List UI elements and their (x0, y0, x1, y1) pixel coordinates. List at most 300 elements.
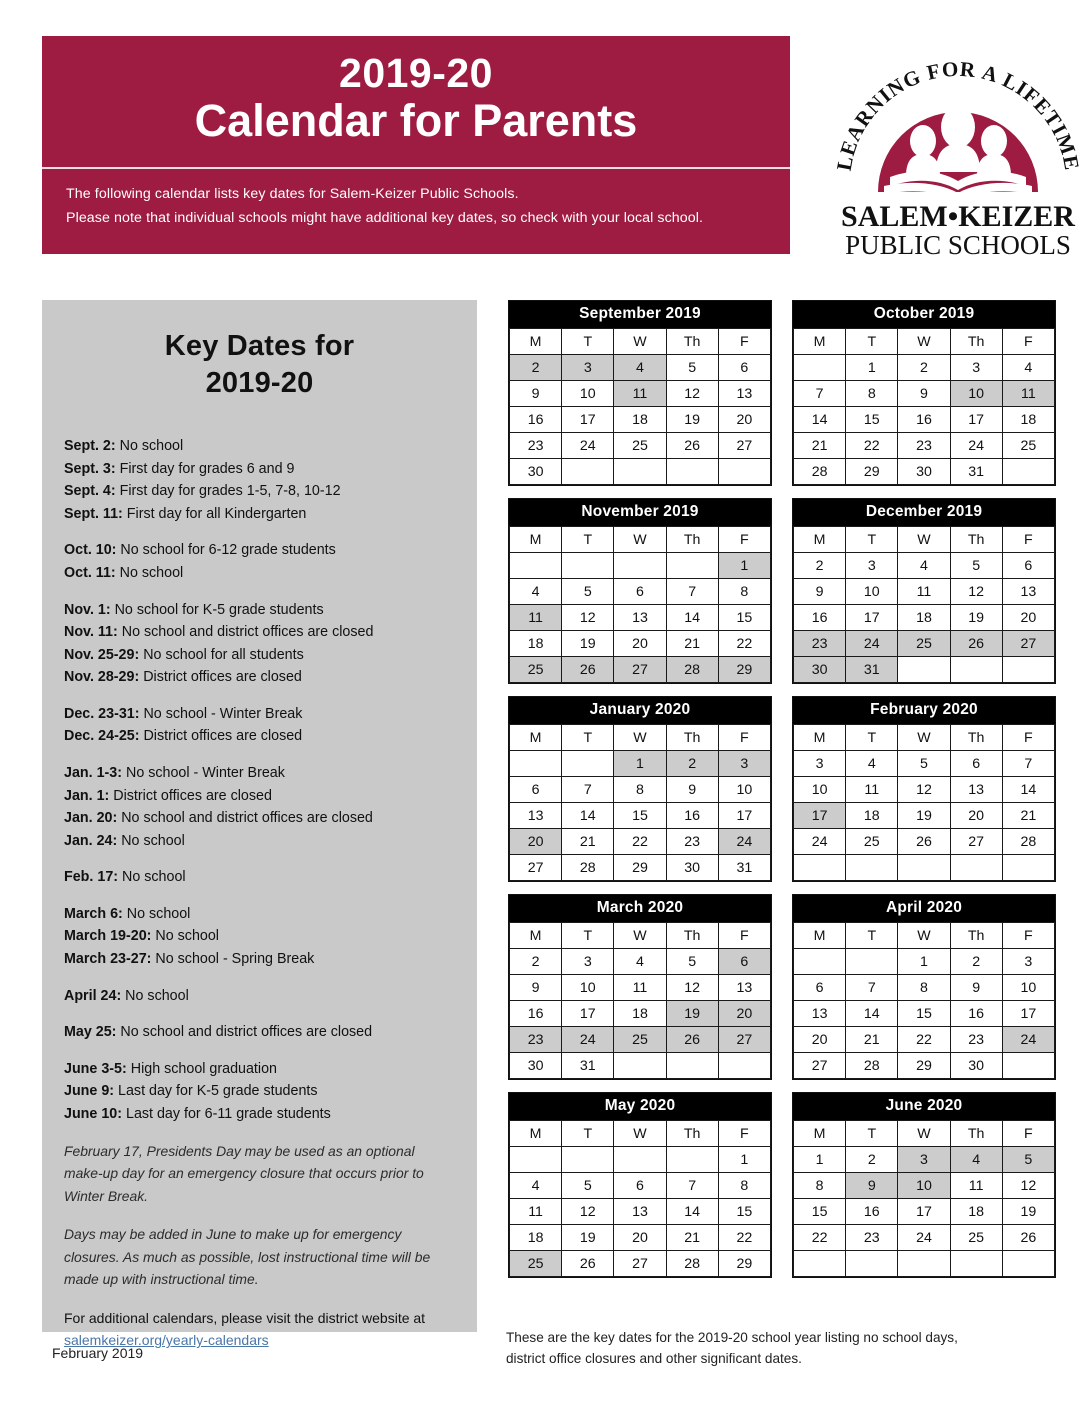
calendar-day[interactable]: 26 (562, 1251, 614, 1277)
calendar-day[interactable]: 9 (846, 1173, 898, 1199)
calendar-day[interactable]: 26 (1002, 1225, 1054, 1251)
calendar-day[interactable]: 27 (510, 855, 562, 881)
calendar-day[interactable]: 21 (666, 631, 718, 657)
calendar-day[interactable]: 6 (614, 579, 666, 605)
calendar-day-empty (950, 1251, 1002, 1277)
calendar-week-row (794, 829, 1055, 855)
calendar-day[interactable]: 2 (846, 1147, 898, 1173)
key-date-entry (64, 539, 455, 562)
calendar-day[interactable]: 3 (950, 355, 1002, 381)
month-calendar (508, 498, 772, 684)
calendar-day[interactable]: 25 (510, 1251, 562, 1277)
calendar-week-row (510, 949, 771, 975)
calendar-week-row (510, 459, 771, 485)
calendar-day[interactable]: 10 (718, 777, 770, 803)
weekday-header: M (510, 527, 562, 553)
calendar-day[interactable]: 22 (794, 1225, 846, 1251)
calendar-day[interactable]: 2 (950, 949, 1002, 975)
calendar-week-row (510, 355, 771, 381)
calendar-day[interactable]: 26 (666, 1027, 718, 1053)
calendar-day[interactable]: 1 (718, 1147, 770, 1173)
calendar-day[interactable]: 6 (718, 949, 770, 975)
calendar-day[interactable]: 30 (510, 1053, 562, 1079)
calendar-day[interactable]: 2 (666, 751, 718, 777)
calendar-day[interactable]: 19 (950, 605, 1002, 631)
calendar-day-empty (950, 855, 1002, 881)
key-date-description: District offices are closed (139, 669, 302, 686)
calendar-day[interactable]: 6 (1002, 553, 1054, 579)
calendar-day[interactable]: 23 (510, 1027, 562, 1053)
calendar-day[interactable]: 17 (950, 407, 1002, 433)
calendar-day[interactable]: 3 (794, 751, 846, 777)
month-grid (793, 328, 1055, 485)
month-grid (793, 526, 1055, 683)
month-title: May 2020 (509, 1093, 771, 1120)
weekday-header-row (794, 329, 1055, 355)
calendar-day[interactable]: 9 (510, 381, 562, 407)
calendar-day[interactable]: 13 (718, 381, 770, 407)
calendar-day[interactable]: 7 (1002, 751, 1054, 777)
calendar-day[interactable]: 16 (510, 407, 562, 433)
calendar-day[interactable]: 12 (1002, 1173, 1054, 1199)
key-date-description: District offices are closed (109, 787, 272, 804)
calendar-day[interactable]: 11 (846, 777, 898, 803)
calendar-day[interactable]: 14 (562, 803, 614, 829)
calendar-day[interactable]: 24 (1002, 1027, 1054, 1053)
calendar-day[interactable]: 30 (666, 855, 718, 881)
calendar-day[interactable]: 20 (794, 1027, 846, 1053)
calendar-day[interactable]: 31 (846, 657, 898, 683)
weekday-header: W (614, 1121, 666, 1147)
calendar-day[interactable]: 8 (794, 1173, 846, 1199)
calendar-day[interactable]: 15 (718, 605, 770, 631)
calendar-day[interactable]: 16 (846, 1199, 898, 1225)
calendar-day[interactable]: 4 (846, 751, 898, 777)
calendar-day[interactable]: 16 (950, 1001, 1002, 1027)
calendar-day[interactable]: 5 (666, 355, 718, 381)
calendar-day[interactable]: 12 (562, 605, 614, 631)
calendar-week-row (794, 1225, 1055, 1251)
calendar-day[interactable]: 15 (898, 1001, 950, 1027)
calendar-day-empty (950, 657, 1002, 683)
calendar-day[interactable]: 12 (562, 1199, 614, 1225)
calendar-day[interactable]: 2 (510, 949, 562, 975)
calendar-week-row (794, 803, 1055, 829)
calendar-day[interactable]: 25 (898, 631, 950, 657)
calendar-day[interactable]: 4 (1002, 355, 1054, 381)
calendar-day[interactable]: 10 (562, 381, 614, 407)
calendar-day[interactable]: 19 (898, 803, 950, 829)
calendar-day[interactable]: 10 (1002, 975, 1054, 1001)
calendar-day-empty (898, 1251, 950, 1277)
calendar-day[interactable]: 4 (510, 579, 562, 605)
calendar-day[interactable]: 27 (718, 433, 770, 459)
calendar-day[interactable]: 3 (562, 355, 614, 381)
calendar-day[interactable]: 24 (562, 433, 614, 459)
calendar-day[interactable]: 10 (898, 1173, 950, 1199)
calendar-day[interactable]: 20 (614, 631, 666, 657)
calendar-day[interactable]: 26 (562, 657, 614, 683)
calendar-day[interactable]: 22 (846, 433, 898, 459)
key-date-entry (64, 503, 455, 526)
calendar-day[interactable]: 4 (614, 949, 666, 975)
calendar-day[interactable]: 30 (794, 657, 846, 683)
calendar-day[interactable]: 13 (614, 1199, 666, 1225)
calendar-day[interactable]: 5 (1002, 1147, 1054, 1173)
calendar-day[interactable]: 8 (614, 777, 666, 803)
calendar-day[interactable]: 17 (846, 605, 898, 631)
calendar-day[interactable]: 6 (718, 355, 770, 381)
calendar-day[interactable]: 18 (510, 1225, 562, 1251)
calendar-day[interactable]: 9 (794, 579, 846, 605)
weekday-header: T (846, 923, 898, 949)
key-date-label: Sept. 4: (64, 483, 116, 500)
key-date-entry (64, 1103, 455, 1126)
calendar-day[interactable]: 22 (718, 631, 770, 657)
calendar-day[interactable]: 12 (666, 381, 718, 407)
key-dates-title-line2: 2019-20 (205, 366, 314, 399)
calendar-day[interactable]: 8 (898, 975, 950, 1001)
calendar-day[interactable]: 22 (718, 1225, 770, 1251)
calendar-row (508, 498, 1056, 684)
calendar-day[interactable]: 28 (846, 1053, 898, 1079)
weekday-header: T (846, 1121, 898, 1147)
calendar-day[interactable]: 12 (666, 975, 718, 1001)
month-grid (509, 724, 771, 881)
calendar-day[interactable]: 24 (718, 829, 770, 855)
calendar-day[interactable]: 25 (846, 829, 898, 855)
calendar-day[interactable]: 11 (510, 1199, 562, 1225)
calendar-day[interactable]: 21 (562, 829, 614, 855)
calendar-day[interactable]: 7 (794, 381, 846, 407)
calendar-row (508, 894, 1056, 1080)
calendar-day-empty (846, 1251, 898, 1277)
weekday-header: W (898, 329, 950, 355)
calendar-day[interactable]: 28 (562, 855, 614, 881)
calendar-day[interactable]: 14 (666, 605, 718, 631)
calendar-day-empty (614, 1147, 666, 1173)
calendar-day[interactable]: 17 (562, 407, 614, 433)
calendar-day[interactable]: 17 (718, 803, 770, 829)
calendar-day[interactable]: 13 (1002, 579, 1054, 605)
calendar-day[interactable]: 5 (562, 579, 614, 605)
calendar-day[interactable]: 14 (1002, 777, 1054, 803)
key-date-label: March 6: (64, 905, 123, 922)
calendar-day[interactable]: 29 (898, 1053, 950, 1079)
weekday-header: F (1002, 329, 1054, 355)
calendar-day[interactable]: 20 (1002, 605, 1054, 631)
calendar-day[interactable]: 2 (898, 355, 950, 381)
weekday-header: T (562, 1121, 614, 1147)
calendar-day[interactable]: 24 (794, 829, 846, 855)
calendar-day[interactable]: 31 (950, 459, 1002, 485)
calendar-day[interactable]: 4 (614, 355, 666, 381)
key-date-entry (64, 599, 455, 622)
key-date-label: Sept. 3: (64, 460, 116, 477)
calendar-day-empty (510, 751, 562, 777)
calendar-week-row (794, 355, 1055, 381)
weekday-header: T (562, 329, 614, 355)
calendar-day[interactable]: 7 (666, 1173, 718, 1199)
calendar-week-row (794, 553, 1055, 579)
calendar-day[interactable]: 24 (846, 631, 898, 657)
calendar-day[interactable]: 11 (614, 975, 666, 1001)
calendar-day[interactable]: 18 (846, 803, 898, 829)
calendar-day[interactable]: 8 (718, 1173, 770, 1199)
calendar-day[interactable]: 13 (950, 777, 1002, 803)
calendar-day[interactable]: 28 (666, 1251, 718, 1277)
calendar-day[interactable]: 21 (1002, 803, 1054, 829)
calendar-day[interactable]: 29 (718, 1251, 770, 1277)
calendar-day[interactable]: 24 (562, 1027, 614, 1053)
weekday-header: M (510, 1121, 562, 1147)
month-grid (793, 724, 1055, 881)
key-date-description: First day for grades 6 and 9 (115, 460, 295, 477)
calendar-week-row (794, 433, 1055, 459)
calendar-day[interactable]: 31 (718, 855, 770, 881)
calendar-day[interactable]: 20 (614, 1225, 666, 1251)
calendar-day[interactable]: 1 (794, 1147, 846, 1173)
calendar-day[interactable]: 21 (794, 433, 846, 459)
calendar-day[interactable]: 9 (666, 777, 718, 803)
calendar-day[interactable]: 20 (950, 803, 1002, 829)
calendar-week-row (794, 1001, 1055, 1027)
calendar-day[interactable]: 2 (794, 553, 846, 579)
calendar-day[interactable]: 29 (718, 657, 770, 683)
calendar-day[interactable]: 30 (510, 459, 562, 485)
calendar-day[interactable]: 9 (898, 381, 950, 407)
calendar-day[interactable]: 11 (510, 605, 562, 631)
calendar-day[interactable]: 2 (510, 355, 562, 381)
calendar-day[interactable]: 5 (666, 949, 718, 975)
key-date-label: June 3-5: (64, 1060, 127, 1077)
calendar-day[interactable]: 5 (950, 553, 1002, 579)
calendar-day-empty (1002, 1251, 1054, 1277)
calendar-day[interactable]: 3 (718, 751, 770, 777)
calendar-week-row (510, 1001, 771, 1027)
calendar-day[interactable]: 18 (898, 605, 950, 631)
calendar-day[interactable]: 20 (718, 407, 770, 433)
calendar-day[interactable]: 6 (950, 751, 1002, 777)
calendar-day[interactable]: 18 (510, 631, 562, 657)
calendar-day[interactable]: 23 (950, 1027, 1002, 1053)
calendar-day-empty (510, 553, 562, 579)
key-date-description: No school (115, 438, 184, 455)
calendar-day[interactable]: 7 (666, 579, 718, 605)
calendar-day[interactable]: 26 (666, 433, 718, 459)
calendar-day[interactable]: 7 (562, 777, 614, 803)
calendar-day[interactable]: 6 (510, 777, 562, 803)
calendar-day[interactable]: 16 (794, 605, 846, 631)
calendar-day[interactable]: 19 (666, 407, 718, 433)
calendar-day[interactable]: 27 (718, 1027, 770, 1053)
key-date-entry (64, 948, 455, 971)
calendar-day[interactable]: 9 (950, 975, 1002, 1001)
calendar-day[interactable]: 11 (950, 1173, 1002, 1199)
key-date-label: Dec. 23-31: (64, 705, 140, 722)
calendar-day[interactable]: 30 (898, 459, 950, 485)
calendar-day[interactable]: 31 (562, 1053, 614, 1079)
calendar-day[interactable]: 27 (950, 829, 1002, 855)
calendar-day[interactable]: 5 (898, 751, 950, 777)
calendar-day[interactable]: 25 (614, 433, 666, 459)
key-date-label: June 10: (64, 1105, 123, 1122)
calendar-day[interactable]: 25 (510, 657, 562, 683)
calendar-day[interactable]: 25 (1002, 433, 1054, 459)
calendar-day[interactable]: 4 (950, 1147, 1002, 1173)
calendar-day[interactable]: 16 (510, 1001, 562, 1027)
calendar-day[interactable]: 22 (898, 1027, 950, 1053)
calendar-day[interactable]: 25 (950, 1225, 1002, 1251)
calendar-day[interactable]: 6 (614, 1173, 666, 1199)
calendar-day[interactable]: 3 (562, 949, 614, 975)
calendar-day[interactable]: 12 (898, 777, 950, 803)
calendar-day[interactable]: 12 (950, 579, 1002, 605)
key-date-label: Nov. 1: (64, 601, 111, 618)
calendar-day[interactable]: 3 (898, 1147, 950, 1173)
calendar-day[interactable]: 18 (614, 1001, 666, 1027)
calendar-day[interactable]: 24 (898, 1225, 950, 1251)
weekday-header: M (510, 329, 562, 355)
calendar-day[interactable]: 11 (1002, 381, 1054, 407)
key-date-label: Nov. 11: (64, 624, 118, 641)
calendar-day[interactable]: 1 (614, 751, 666, 777)
calendar-day[interactable]: 20 (718, 1001, 770, 1027)
calendar-day[interactable]: 19 (562, 1225, 614, 1251)
calendar-day[interactable]: 1 (898, 949, 950, 975)
calendar-day[interactable]: 14 (846, 1001, 898, 1027)
district-logo (832, 34, 1084, 262)
calendar-day[interactable]: 10 (562, 975, 614, 1001)
calendar-day[interactable]: 14 (794, 407, 846, 433)
calendar-day-empty (614, 459, 666, 485)
calendar-day[interactable]: 5 (562, 1173, 614, 1199)
calendar-day[interactable]: 3 (1002, 949, 1054, 975)
calendar-day[interactable]: 27 (794, 1053, 846, 1079)
calendar-day[interactable]: 17 (562, 1001, 614, 1027)
calendar-day[interactable]: 16 (898, 407, 950, 433)
calendar-day[interactable]: 23 (794, 631, 846, 657)
calendar-day[interactable]: 19 (1002, 1199, 1054, 1225)
weekday-header: T (846, 329, 898, 355)
calendar-day[interactable]: 21 (666, 1225, 718, 1251)
calendar-day[interactable]: 26 (898, 829, 950, 855)
calendar-day[interactable]: 3 (846, 553, 898, 579)
calendar-day[interactable]: 15 (794, 1199, 846, 1225)
key-date-label: May 25: (64, 1024, 117, 1041)
calendar-day[interactable]: 28 (794, 459, 846, 485)
calendar-day[interactable]: 18 (614, 407, 666, 433)
weekday-header: W (898, 923, 950, 949)
calendar-day[interactable]: 17 (898, 1199, 950, 1225)
calendar-week-row (794, 579, 1055, 605)
calendar-day[interactable]: 29 (846, 459, 898, 485)
calendar-week-row (510, 407, 771, 433)
logo-district-name: SALEM•KEIZER (841, 200, 1075, 233)
key-date-label: Jan. 1-3: (64, 765, 123, 781)
calendar-day[interactable]: 26 (950, 631, 1002, 657)
calendar-day[interactable]: 4 (510, 1173, 562, 1199)
calendar-day[interactable]: 28 (666, 657, 718, 683)
yearly-calendars-link[interactable]: salemkeizer.org/yearly-calendars (64, 1332, 269, 1349)
calendar-day[interactable]: 23 (510, 433, 562, 459)
calendar-day[interactable]: 23 (846, 1225, 898, 1251)
calendar-day[interactable]: 27 (1002, 631, 1054, 657)
calendar-day[interactable]: 19 (666, 1001, 718, 1027)
calendar-day[interactable]: 7 (846, 975, 898, 1001)
calendar-day[interactable]: 10 (950, 381, 1002, 407)
calendar-day[interactable]: 14 (666, 1199, 718, 1225)
calendar-week-row (510, 631, 771, 657)
key-date-description: No school (115, 564, 184, 581)
calendar-day[interactable]: 17 (1002, 1001, 1054, 1027)
calendar-day[interactable]: 18 (1002, 407, 1054, 433)
calendar-day[interactable]: 8 (846, 381, 898, 407)
key-date-entry (64, 666, 455, 689)
calendar-week-row (510, 777, 771, 803)
month-grid (509, 526, 771, 683)
calendar-day[interactable]: 16 (666, 803, 718, 829)
weekday-header: W (614, 329, 666, 355)
calendar-day[interactable]: 10 (794, 777, 846, 803)
calendar-day[interactable]: 8 (718, 579, 770, 605)
calendar-day-empty (562, 1147, 614, 1173)
key-date-description: No school and district offices are closed (117, 624, 374, 641)
calendar-day[interactable]: 13 (614, 605, 666, 631)
calendar-day[interactable]: 25 (614, 1027, 666, 1053)
key-date-entry (64, 785, 455, 808)
calendar-day[interactable]: 28 (1002, 829, 1054, 855)
month-calendars (508, 300, 1056, 1290)
key-date-entry (64, 562, 455, 585)
calendar-day[interactable]: 17 (794, 803, 846, 829)
calendar-day[interactable]: 10 (846, 579, 898, 605)
calendar-day[interactable]: 15 (846, 407, 898, 433)
calendar-week-row (794, 975, 1055, 1001)
calendar-day[interactable]: 29 (614, 855, 666, 881)
month-title: October 2019 (793, 301, 1055, 328)
calendar-day[interactable]: 1 (718, 553, 770, 579)
calendar-day[interactable]: 15 (718, 1199, 770, 1225)
calendar-day[interactable]: 30 (950, 1053, 1002, 1079)
calendar-day[interactable]: 20 (510, 829, 562, 855)
calendar-day[interactable]: 15 (614, 803, 666, 829)
key-date-description: No school - Winter Break (122, 765, 285, 781)
calendar-day[interactable]: 27 (614, 657, 666, 683)
calendar-day[interactable]: 11 (898, 579, 950, 605)
calendar-day[interactable]: 24 (950, 433, 1002, 459)
calendar-day[interactable]: 18 (950, 1199, 1002, 1225)
calendar-day[interactable]: 23 (666, 829, 718, 855)
calendar-day[interactable]: 13 (718, 975, 770, 1001)
calendar-day[interactable]: 4 (898, 553, 950, 579)
calendar-day[interactable]: 23 (898, 433, 950, 459)
calendar-day[interactable]: 1 (846, 355, 898, 381)
key-date-entry (64, 703, 455, 726)
calendar-day[interactable]: 13 (794, 1001, 846, 1027)
calendar-day[interactable]: 6 (794, 975, 846, 1001)
calendar-day[interactable]: 27 (614, 1251, 666, 1277)
calendar-day[interactable]: 9 (510, 975, 562, 1001)
calendar-day-empty (614, 553, 666, 579)
calendar-day[interactable]: 11 (614, 381, 666, 407)
calendar-week-row (794, 751, 1055, 777)
calendar-day[interactable]: 19 (562, 631, 614, 657)
calendar-day[interactable]: 13 (510, 803, 562, 829)
calendar-day[interactable]: 22 (614, 829, 666, 855)
calendar-day-empty (510, 1147, 562, 1173)
calendar-day[interactable]: 21 (846, 1027, 898, 1053)
